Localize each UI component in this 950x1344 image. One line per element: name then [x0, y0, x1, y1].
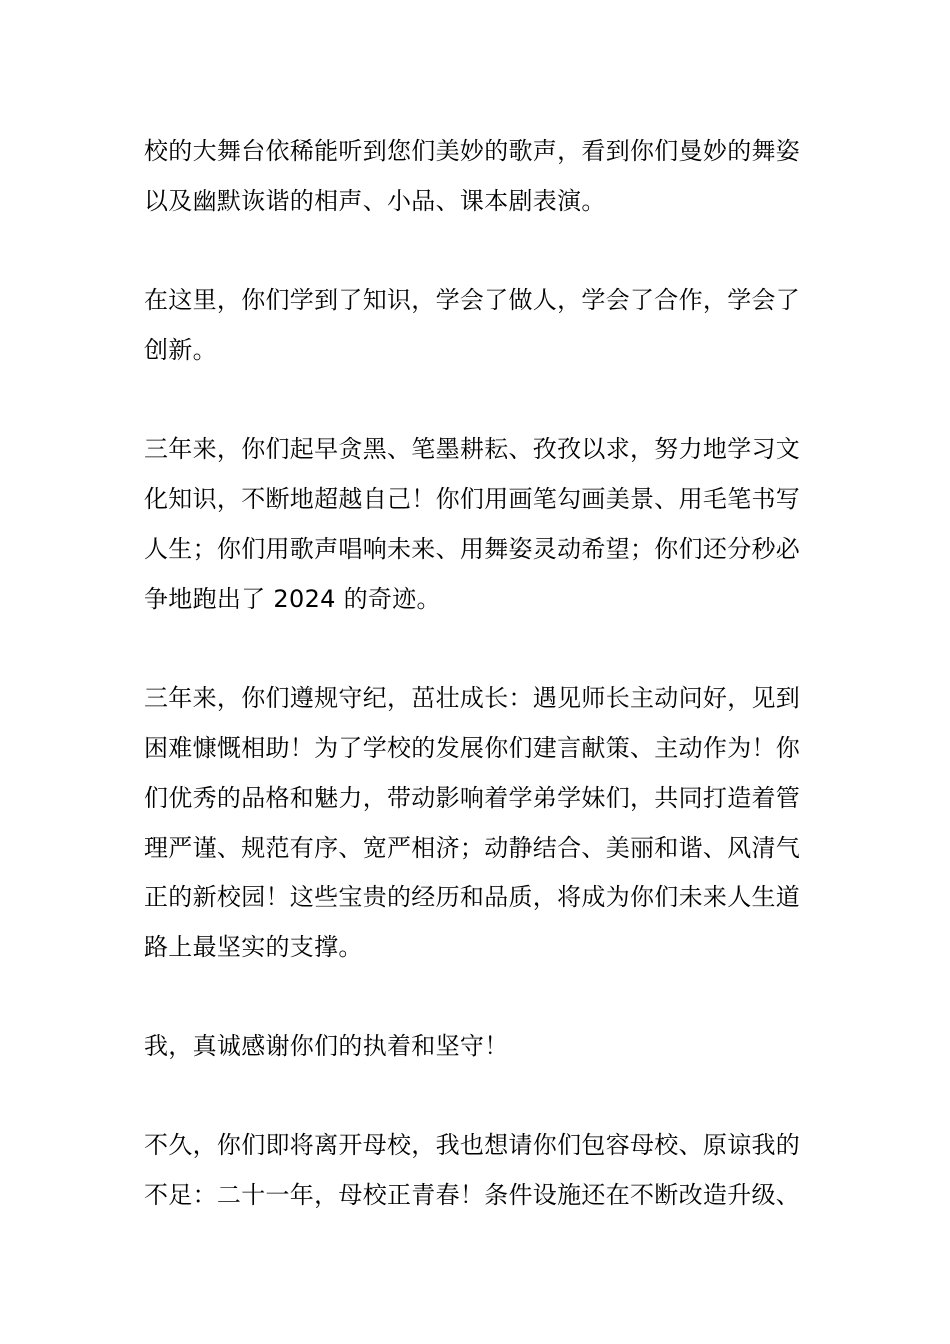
paragraph-3-line-2: 化知识，不断地超越自己！你们用画笔勾画美景、用毛笔书写	[144, 485, 801, 513]
paragraph-5-line-1: 我，真诚感谢你们的执着和坚守！	[144, 1032, 509, 1060]
paragraph-4-line-3: 们优秀的品格和魅力，带动影响着学弟学妹们，共同打造着管	[144, 784, 801, 812]
paragraph-4-line-6: 路上最坚实的支撑。	[144, 933, 363, 961]
paragraph-1-line-2: 以及幽默诙谐的相声、小品、课本剧表演。	[144, 187, 606, 215]
paragraph-3-line-1: 三年来，你们起早贪黑、笔墨耕耘、孜孜以求，努力地学习文	[144, 435, 801, 463]
paragraph-1-line-1: 校的大舞台依稀能听到您们美妙的歌声，看到你们曼妙的舞姿	[144, 137, 801, 165]
paragraph-3-line-3: 人生；你们用歌声唱响未来、用舞姿灵动希望；你们还分秒必	[144, 535, 801, 563]
paragraph-4-line-2: 困难慷慨相助！为了学校的发展你们建言献策、主动作为！你	[144, 734, 801, 762]
paragraph-6-line-1: 不久，你们即将离开母校，我也想请你们包容母校、原谅我的	[144, 1131, 801, 1159]
paragraph-3-line-4: 争地跑出了 2024 的奇迹。	[144, 585, 441, 613]
paragraph-4-line-1: 三年来，你们遵规守纪，茁壮成长：遇见师长主动问好，见到	[144, 684, 801, 712]
paragraph-4-line-4: 理严谨、规范有序、宽严相济；动静结合、美丽和谐、风清气	[144, 834, 801, 862]
paragraph-2-line-2: 创新。	[144, 336, 217, 364]
paragraph-4-line-5: 正的新校园！这些宝贵的经历和品质，将成为你们未来人生道	[144, 883, 801, 911]
paragraph-6-line-2: 不足：二十一年，母校正青春！条件设施还在不断改造升级、	[144, 1181, 801, 1209]
paragraph-2-line-1: 在这里，你们学到了知识，学会了做人，学会了合作，学会了	[144, 286, 801, 314]
